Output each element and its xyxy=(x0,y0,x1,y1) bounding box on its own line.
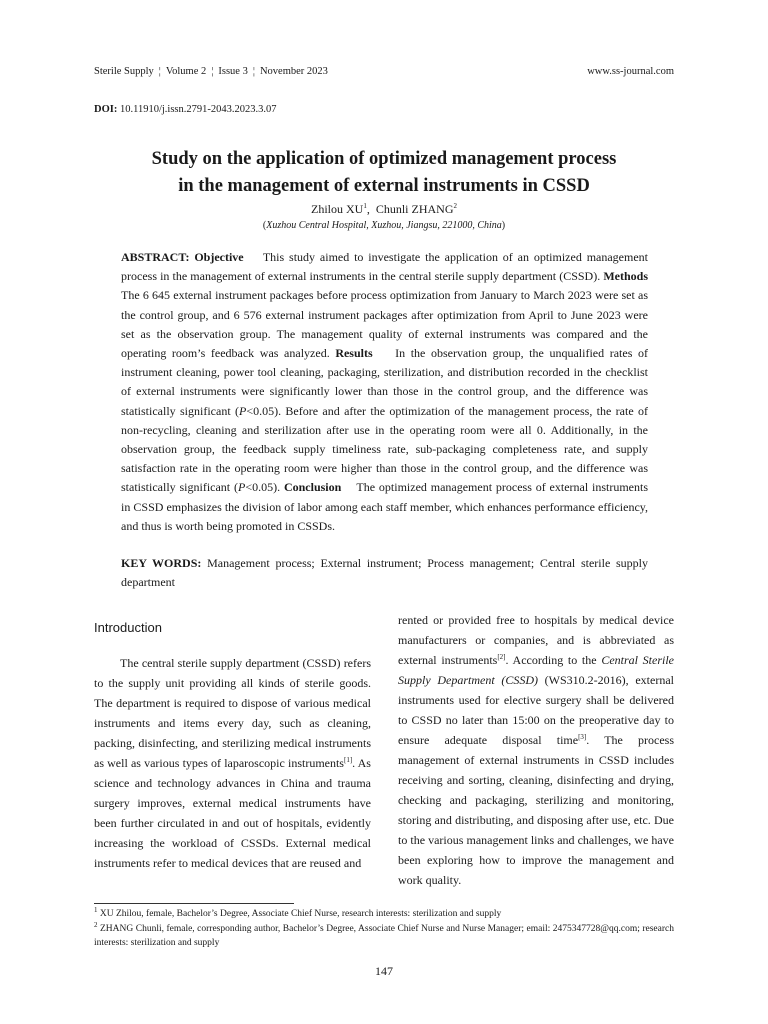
citation-1[interactable]: [1] xyxy=(343,756,353,764)
author-list xyxy=(94,202,674,217)
intro-p1-text-b: . As science and technology advances in China and trauma surgery improves, external medical instruments have been further circulated in and out of hospitals, evidently increasing the workload of CSSDs. External medical instruments refer to medical devices that are reused and xyxy=(94,756,371,870)
journal-info xyxy=(94,66,328,77)
body-column-right xyxy=(398,610,674,890)
header-separator: ¦ xyxy=(252,66,255,77)
footnote-2 xyxy=(94,922,674,950)
keywords-label: KEY WORDS: xyxy=(121,556,202,570)
conclusion-text: The optimized management process of external instruments in CSSD emphasizes the division of labor among each staff member, which enhances performance efficiency, and thus is worth being promoted in CSSDs. xyxy=(121,480,652,533)
header-separator: ¦ xyxy=(211,66,214,77)
author-2: Chunli ZHANG xyxy=(375,202,454,216)
body-column-left xyxy=(94,620,371,873)
objective-text: This study aimed to investigate the application of an optimized management process in the management of external instruments in the central sterile supply department (CSSD). xyxy=(121,250,651,284)
footnote-1-text: XU Zhilou, female, Bachelor’s Degree, Associate Chief Nurse, research interests: sterilization and supply xyxy=(97,909,502,919)
journal-date: November 2023 xyxy=(259,66,328,77)
footnote-1-mark: 1 xyxy=(94,905,98,914)
section-heading-introduction: Introduction xyxy=(94,620,162,635)
results-text-b: <0.05). Before and after the optimization of the management process, the rate of non-recycling, cleaning and sterilization after use in the operating room were all 0. Additionally, in the observation group, the feedback supply timeliness rate, sub-packaging completeness rate, and supply satisfaction rate in the operating room were higher than those in the control group, and the difference was statistically significant ( xyxy=(121,403,651,495)
abstract xyxy=(121,248,660,536)
keywords xyxy=(121,554,648,592)
citation-3[interactable]: [3] xyxy=(578,733,587,741)
journal-issue: Issue 3 xyxy=(218,66,248,77)
standard-name: Central Sterile Supply Department (CSSD) xyxy=(398,653,675,687)
journal-volume: Volume 2 xyxy=(165,66,207,77)
results-text-c: <0.05). xyxy=(245,480,284,495)
paper-title xyxy=(94,146,674,200)
page-number: 147 xyxy=(375,964,393,978)
doi-label: DOI: xyxy=(94,104,118,115)
title-line-1: Study on the application of optimized management process xyxy=(151,149,617,169)
footnote-divider xyxy=(94,903,294,904)
author-1-mark: 1 xyxy=(363,202,367,210)
intro-p2-text-b: . According to the xyxy=(505,653,602,667)
intro-paragraph-1-continued xyxy=(398,610,674,890)
p-symbol: P xyxy=(238,403,247,418)
affiliation xyxy=(94,220,674,231)
methods-text: The 6 645 external instrument packages before process optimization from January to March 2023 were set as the control group, and 6 576 external instrument packages after optimization from April to June 2023 were set as the observation group. The management quality of external instruments was compared and the operating room’s feedback was analyzed. xyxy=(121,269,660,361)
affil-close-paren: ) xyxy=(501,220,506,231)
intro-p2-text-c: (WS310.2-2016), external instruments used for elective surgery shall be delivered to CSSD no later than 15:00 on the preoperative day to ensure adequate disposal time xyxy=(398,673,674,747)
author-2-mark: 2 xyxy=(453,202,457,210)
footnote-2-text: ZHANG Chunli, female, corresponding author, Bachelor’s Degree, Associate Chief Nurse and Nurse Manager; email: 2475347728@qq.com; research interests: sterilization and supply xyxy=(94,924,674,948)
conclusion-label: Conclusion xyxy=(283,480,342,495)
results-text-a: In the observation group, the unqualified rates of instrument cleaning, power tool cleaning, packaging, sterilization, and distribution recorded in the checklist of external instruments were significantly lower than those in the control group, and the difference was statistically significant ( xyxy=(121,346,651,418)
keywords-text: Management process; External instrument; Process management; Central sterile supply department xyxy=(121,556,648,589)
journal-name: Sterile Supply xyxy=(94,66,154,77)
affiliation-text: Xuzhou Central Hospital, Xuzhou, Jiangsu, 221000, China xyxy=(266,220,502,231)
intro-p2-text-d: . The process management of external instruments in CSSD includes receiving and sorting, cleaning, disinfecting and drying, checking and packaging, sterilizing and monitoring, storing and distributing, and disposing after use, etc. Due to the various management links and challenges, we have been exploring how to improve the management and work quality. xyxy=(398,733,674,887)
journal-website[interactable]: www.ss-journal.com xyxy=(587,66,674,77)
footnote-1 xyxy=(94,907,674,921)
header-separator: ¦ xyxy=(158,66,161,77)
intro-paragraph-1 xyxy=(94,653,371,873)
affil-open-paren: ( xyxy=(262,220,267,231)
methods-label: Methods xyxy=(603,269,648,284)
abstract-label: ABSTRACT: xyxy=(121,250,190,264)
doi-line xyxy=(94,104,277,115)
results-label: Results xyxy=(335,346,373,361)
citation-2[interactable]: [2] xyxy=(497,653,506,661)
running-header xyxy=(94,66,674,82)
intro-p2-text-a: rented or provided free to hospitals by medical device manufacturers or companies, and is abbreviated as external instruments xyxy=(398,613,674,667)
footnote-2-mark: 2 xyxy=(94,920,98,929)
author-separator: , xyxy=(366,202,376,216)
author-1: Zhilou XU xyxy=(310,202,364,216)
p-symbol: P xyxy=(237,480,246,495)
doi-value[interactable]: 10.11910/j.issn.2791-2043.2023.3.07 xyxy=(117,104,277,115)
intro-p1-text-a: The central sterile supply department (CSSD) refers to the supply unit providing all kinds of sterile goods. The department is required to dispose of various medical instruments and items every day, such as cleaning, packing, disinfecting, and sterilizing medical instruments as well as various types of laparoscopic instruments xyxy=(94,656,371,770)
title-line-2: in the management of external instruments in CSSD xyxy=(178,176,590,196)
objective-label: Objective xyxy=(189,250,244,264)
